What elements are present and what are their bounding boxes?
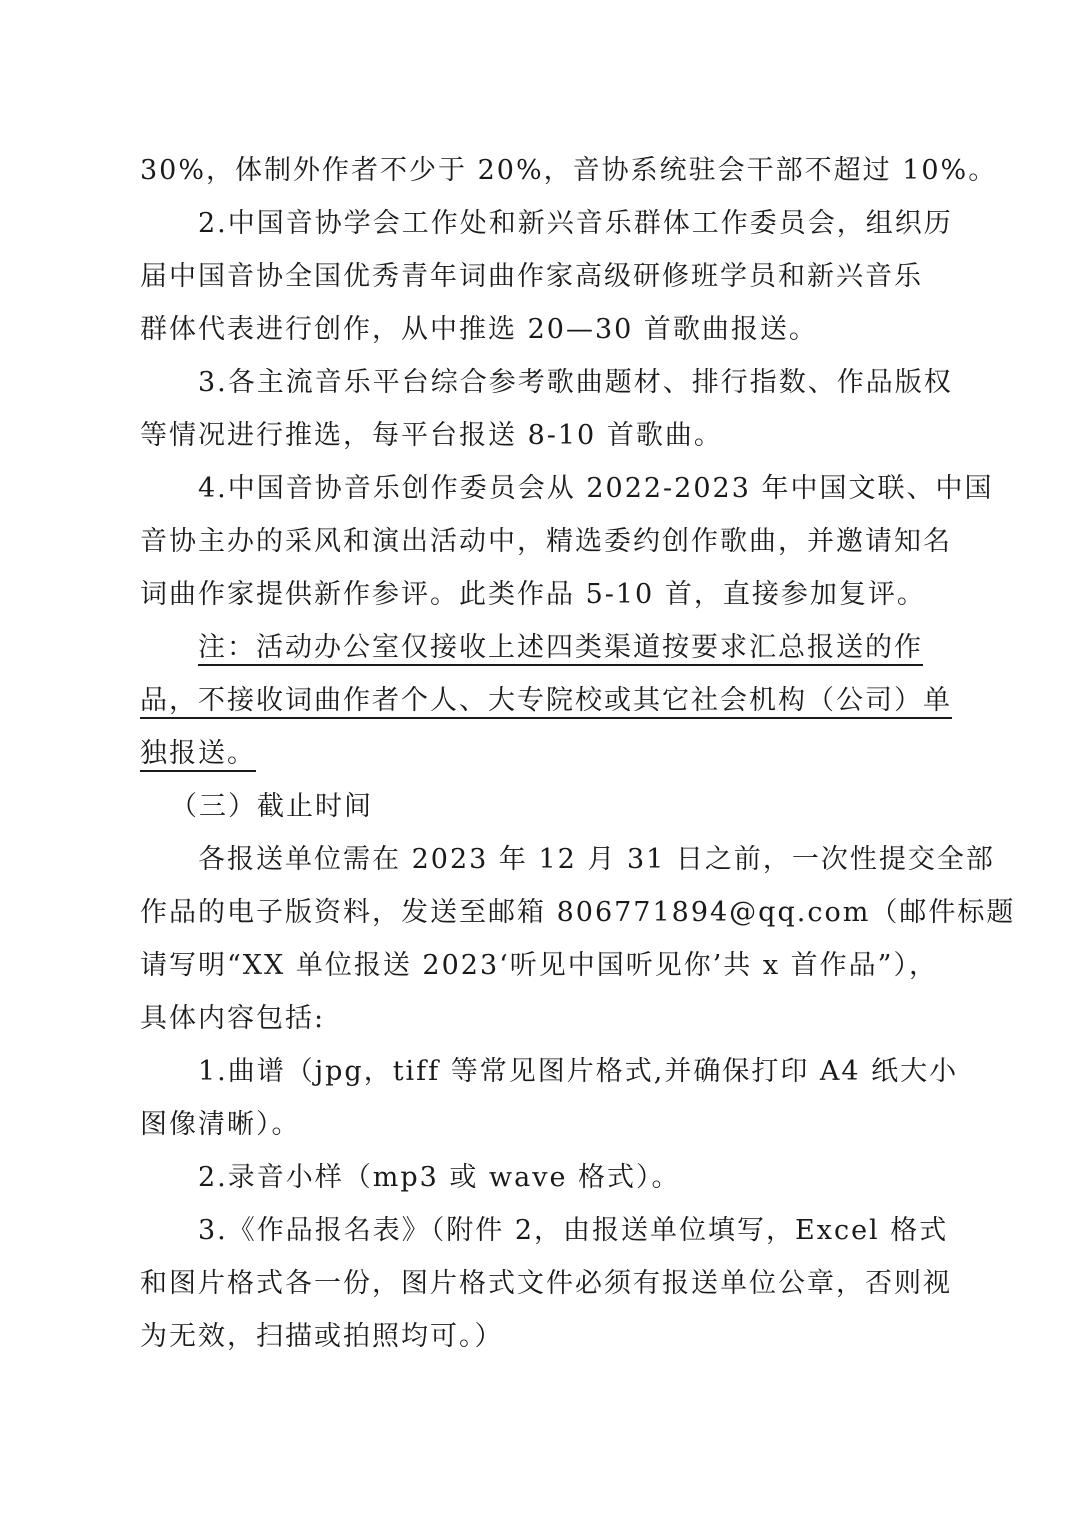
text-line: 词曲作家提供新作参评。此类作品 5-10 首，直接参加复评。: [140, 579, 926, 610]
note-line: 注：活动办公室仅接收上述四类渠道按要求汇总报送的作: [198, 632, 923, 663]
text-line: 4.中国音协音乐创作委员会从 2022-2023 年中国文联、中国: [198, 473, 994, 504]
text-line: 具体内容包括:: [140, 1003, 326, 1034]
text-line: 音协主办的采风和演出活动中，精选委约创作歌曲，并邀请知名: [140, 526, 952, 557]
text-line: 3.各主流音乐平台综合参考歌曲题材、排行指数、作品版权: [198, 367, 953, 398]
text-line: 群体代表进行创作，从中推选 20—30 首歌曲报送。: [140, 314, 818, 345]
text-line: 作品的电子版资料，发送至邮箱 806771894@qq.com（邮件标题: [140, 897, 1016, 928]
text-line: 1.曲谱（jpg，tiff 等常见图片格式,并确保打印 A4 纸大小: [198, 1056, 959, 1087]
note-line: 品，不接收词曲作者个人、大专院校或其它社会机构（公司）单: [140, 685, 952, 716]
text-line: 请写明“XX 单位报送 2023‘听见中国听见你’共 x 首作品”），: [140, 950, 938, 981]
text-line: 为无效，扫描或拍照均可。）: [140, 1321, 504, 1352]
text-line: 图像清晰）。: [140, 1109, 301, 1140]
text-line: 各报送单位需在 2023 年 12 月 31 日之前，一次性提交全部: [198, 844, 995, 875]
section-heading: （三）截止时间: [170, 791, 373, 822]
text-line: 3.《作品报名表》（附件 2，由报送单位填写，Excel 格式: [198, 1215, 949, 1246]
text-line: 届中国音协全国优秀青年词曲作家高级研修班学员和新兴音乐: [140, 261, 923, 292]
text-line: 30%，体制外作者不少于 20%，音协系统驻会干部不超过 10%。: [140, 155, 998, 186]
text-line: 等情况进行推选，每平台报送 8-10 首歌曲。: [140, 420, 723, 451]
text-line: 2.录音小样（mp3 或 wave 格式）。: [198, 1162, 681, 1193]
note-line: 独报送。: [140, 738, 256, 769]
text-line: 2.中国音协学会工作处和新兴音乐群体工作委员会，组织历: [198, 208, 953, 239]
text-line: 和图片格式各一份，图片格式文件必须有报送单位公章，否则视: [140, 1268, 952, 1299]
